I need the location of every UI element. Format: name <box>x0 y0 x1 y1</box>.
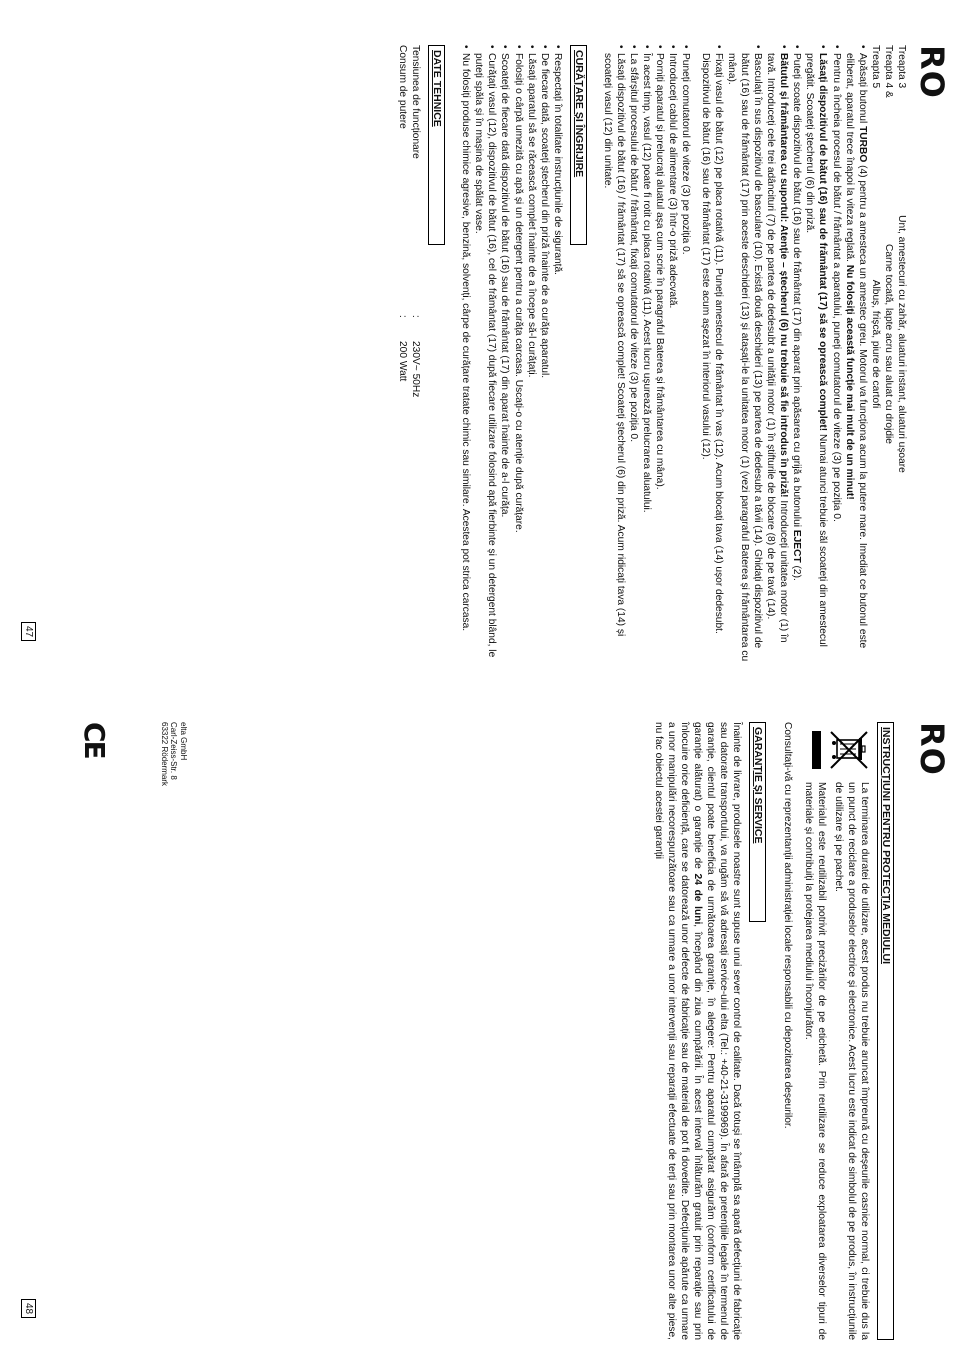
step-value: Carne tocată, lapte acru sau aluat cu drojdie <box>882 244 894 444</box>
leave-instruction: • Lăsați dispozitivul de bătut (16) sau de frământat (17) să se oprească complet! Numai atunci trebuie săl scoateți din amestecul pregătit. Scoateți ștecherul (6) din priză. <box>803 45 829 663</box>
list-item: • Lăsați aparatul să se răcească complet înainte de a începe să-l curățați. <box>525 45 538 663</box>
list-item: • Curățați vasul (12), dispozitivul de bătut (16), cel de frământat (17) după fiecare utilizare folosind apă fierbinte și un detergent blând, le puteți spăla și în mașina de spălat vase. <box>472 45 498 663</box>
step-label: Treapta 4 & <box>882 45 894 98</box>
eject-instruction: • Puteți scoate dispozitivul de bătut (16) sau de frământat (17) din aparat prin apăsarea cu grijă a butonului EJECT (2). <box>790 45 803 663</box>
list-item: • Puneți comutatorul de viteze (3) pe poziția 0. <box>679 45 692 663</box>
spec-key: Tensiunea de funcționare <box>410 45 422 159</box>
spec-row <box>396 45 409 663</box>
bar-icon <box>812 731 821 769</box>
environment-heading: INSTRUCȚIUNI PENTRU PROTECȚIA MEDIULUI <box>877 722 894 1340</box>
address-line: elta GmbH <box>179 722 188 761</box>
speed-step <box>882 45 895 663</box>
spec-value: 230V~ 50Hz <box>410 341 422 398</box>
instructions-body <box>396 45 908 663</box>
environment-section <box>798 722 871 1340</box>
environment-warranty-body <box>652 722 908 1340</box>
environment-text <box>798 782 871 1340</box>
speed-step <box>895 45 908 663</box>
page-number: 47 <box>21 622 36 641</box>
address-line: 63322 Rödermark <box>160 722 169 787</box>
paragraph: Materialul este reutilizabil potrivit precizărilor de pe etichetă. Prin reutilizare se reduce exploatarea diverselor tipuri de materiale și contribuiți la protejarea mediului înconjurător. <box>802 782 827 1340</box>
spec-key: Consum de putere <box>397 45 408 129</box>
list-item: • Respectați în totalitate instrucțiunile de siguranță. <box>551 45 564 663</box>
page-48 <box>8 722 951 1342</box>
list-item: • Porniți aparatul și prelucrați aluatul așa cum scrie în paragraful Baterea și frământarea cu mâna). <box>653 45 666 663</box>
paragraph: Consultați-vă cu reprezentanții administrației locale responsabili cu depozitarea deșeurilor. <box>781 722 793 1129</box>
language-code: RO <box>913 722 951 776</box>
tech-data-heading: DATE TEHNICE <box>428 45 445 245</box>
spec-colon: : <box>410 315 422 318</box>
step-label: Treapta 5 <box>869 45 881 89</box>
list-item: • Basculați în sus dispozitivul de basculare (10). Există două deschideri (13) pe partea de dedesubt a tăvii (14). Ghidați dispozitivul de bătut (16) sau de frământat (17) prin aceste deschideri (13) și atașați-le la unitatea motor (1) (vezi paragraful Baterea și frământarea cu mâna). <box>725 45 764 663</box>
list-item: • Introduceți cablul de alimentare (3) într-o priză adecvată. <box>666 45 679 663</box>
cleaning-heading: CURĂȚARE ȘI ÎNGRIJIRE <box>570 45 587 245</box>
company-address <box>160 722 189 786</box>
speed-step <box>869 45 882 663</box>
list-item: • În acest timp, vasul (12) poate fi rotit cu placa rotativă (11). Acest lucru ușurează prelucrarea aluatului. <box>640 45 653 663</box>
ce-mark: CE <box>78 722 111 758</box>
list-item: • La sfârșitul procesului de bătut / frământat, fixați comutatorul de viteze (3) pe poziția 0. <box>627 45 640 663</box>
spec-row <box>409 45 422 663</box>
page-number: 48 <box>21 1299 36 1318</box>
page-47 <box>8 45 951 665</box>
step-value: Unt, amestecuri cu zahăr, aluaturi instant, aluaturi ușoare <box>896 215 907 473</box>
turbo-instruction: • Apăsați butonul TURBO (4) pentru a amesteca un amestec greu. Motorul va funcționa acum la putere mare. Imediat ce butonul este eliberat, aparatul trece înapoi la viteza reglată. Nu folosiți această funcție mai mult de un minut! <box>843 45 869 663</box>
step-value: Albuș, frișcă, piure de cartofi <box>869 279 881 409</box>
warranty-heading: GARANȚIE ȘI SERVICE <box>749 722 766 922</box>
list-item: • Folosiți o cârpă umezită cu apă și un detergent pentru a curăța carcasa. Uscați-o cu atenție după curățare. <box>511 45 524 663</box>
address-line: Carl-Zeiss-Str. 8 <box>169 722 179 780</box>
step-label: Treapta 3 <box>896 45 907 89</box>
language-code: RO <box>913 45 951 99</box>
spec-value: 200 Watt <box>397 341 408 382</box>
list-item: • Lăsați dispozitivul de bătut (16) / frământat (17) să se oprească complet! Scoateți ștecherul (6) din priză. Acum ridicați tava (14) și scoateți vasul (12) din unitate. <box>601 45 627 663</box>
list-item: • Nu folosiți produse chimice agresive, benzină, solvenți, cârpe de curățare tratate chimic sau similare. Acestea pot strica carcasa. <box>459 45 472 663</box>
list-item: • Fixați vasul de bătut (12) pe placa rotativă (11). Puneți amestecul de frământat în vas (12). Acum blocați tava (14) ușor dedesubt. Dispozitivul de bătut (16) sau de frământat (17) este acum așezat în interiorul vasului (12). <box>699 45 725 663</box>
environment-icons <box>801 722 871 782</box>
warranty-text: Înainte de livrare, produsele noastre sunt supuse unui sever control de calitate. Dacă totuși se întâmplă sa apară defecțiuni de fabricație sau datorate transportului, va rugăm să vă adresați service-ului elta (Tel.: +40-21-3199969). În afară de pretențiile legale în termenul de garanție, clientul poate beneficia de următoarea garanție, în alegere: Pentru aparatul cumpărat asigurăm (conform certificatului de garanție alăturat) o garanție de 24 de luni, începând din ziua cumpărării. În acest interval înlăturăm gratuit prin reparație sau prin înlocuire orice deficiență, care se datorează unor defecte de fabricație sau de material de pot fi dovedite. Defecțiunile apărute ca urmare a unor manipulări necorespunzătoare sau ca urmare a unor intervenții sau reparații efectuate de terți sau prin montarea unor alte piese, nu fac obiectul acestei garanții <box>652 722 743 1340</box>
stand-instruction: • Bătutul și frământarea cu suportul: Atenție – ștecherul (6) nu trebuie să fie introdus în priză! Introduceți unitatea motor (1) în tavă. Introduceți cele trei adâncituri (7) de pe partea de dedesubt a unității motor (1) în știfturile de blocare (8) de pe tavă (14). <box>764 45 790 663</box>
spec-colon: : <box>397 315 408 318</box>
list-item: • De fiecare dată, scoateți ștecherul din priză înainte de a curăța aparatul. <box>538 45 551 663</box>
crossed-bin-icon <box>827 728 871 772</box>
paragraph: La terminarea duratei de utilizare, acest produs nu trebuie aruncat împreună cu deșeurile casnice normal, ci trebuie dus la un punct de reciclare a produselor electrice și electronice. Acest lucru este indicat de simbolul de pe produs, în instrucțiunile de utilizare și pe pachet. <box>832 782 870 1340</box>
list-item: • Scoateți de fiecare dată dispozitivul de bătut (16) sau de frământat (17) din aparat înainte de a-l curăța. <box>498 45 511 663</box>
stop-instruction: • Pentru a încheia procesul de bătut / frământat a aparatului, puneți comutatorul de viteze (3) pe poziția 0. <box>829 45 842 663</box>
